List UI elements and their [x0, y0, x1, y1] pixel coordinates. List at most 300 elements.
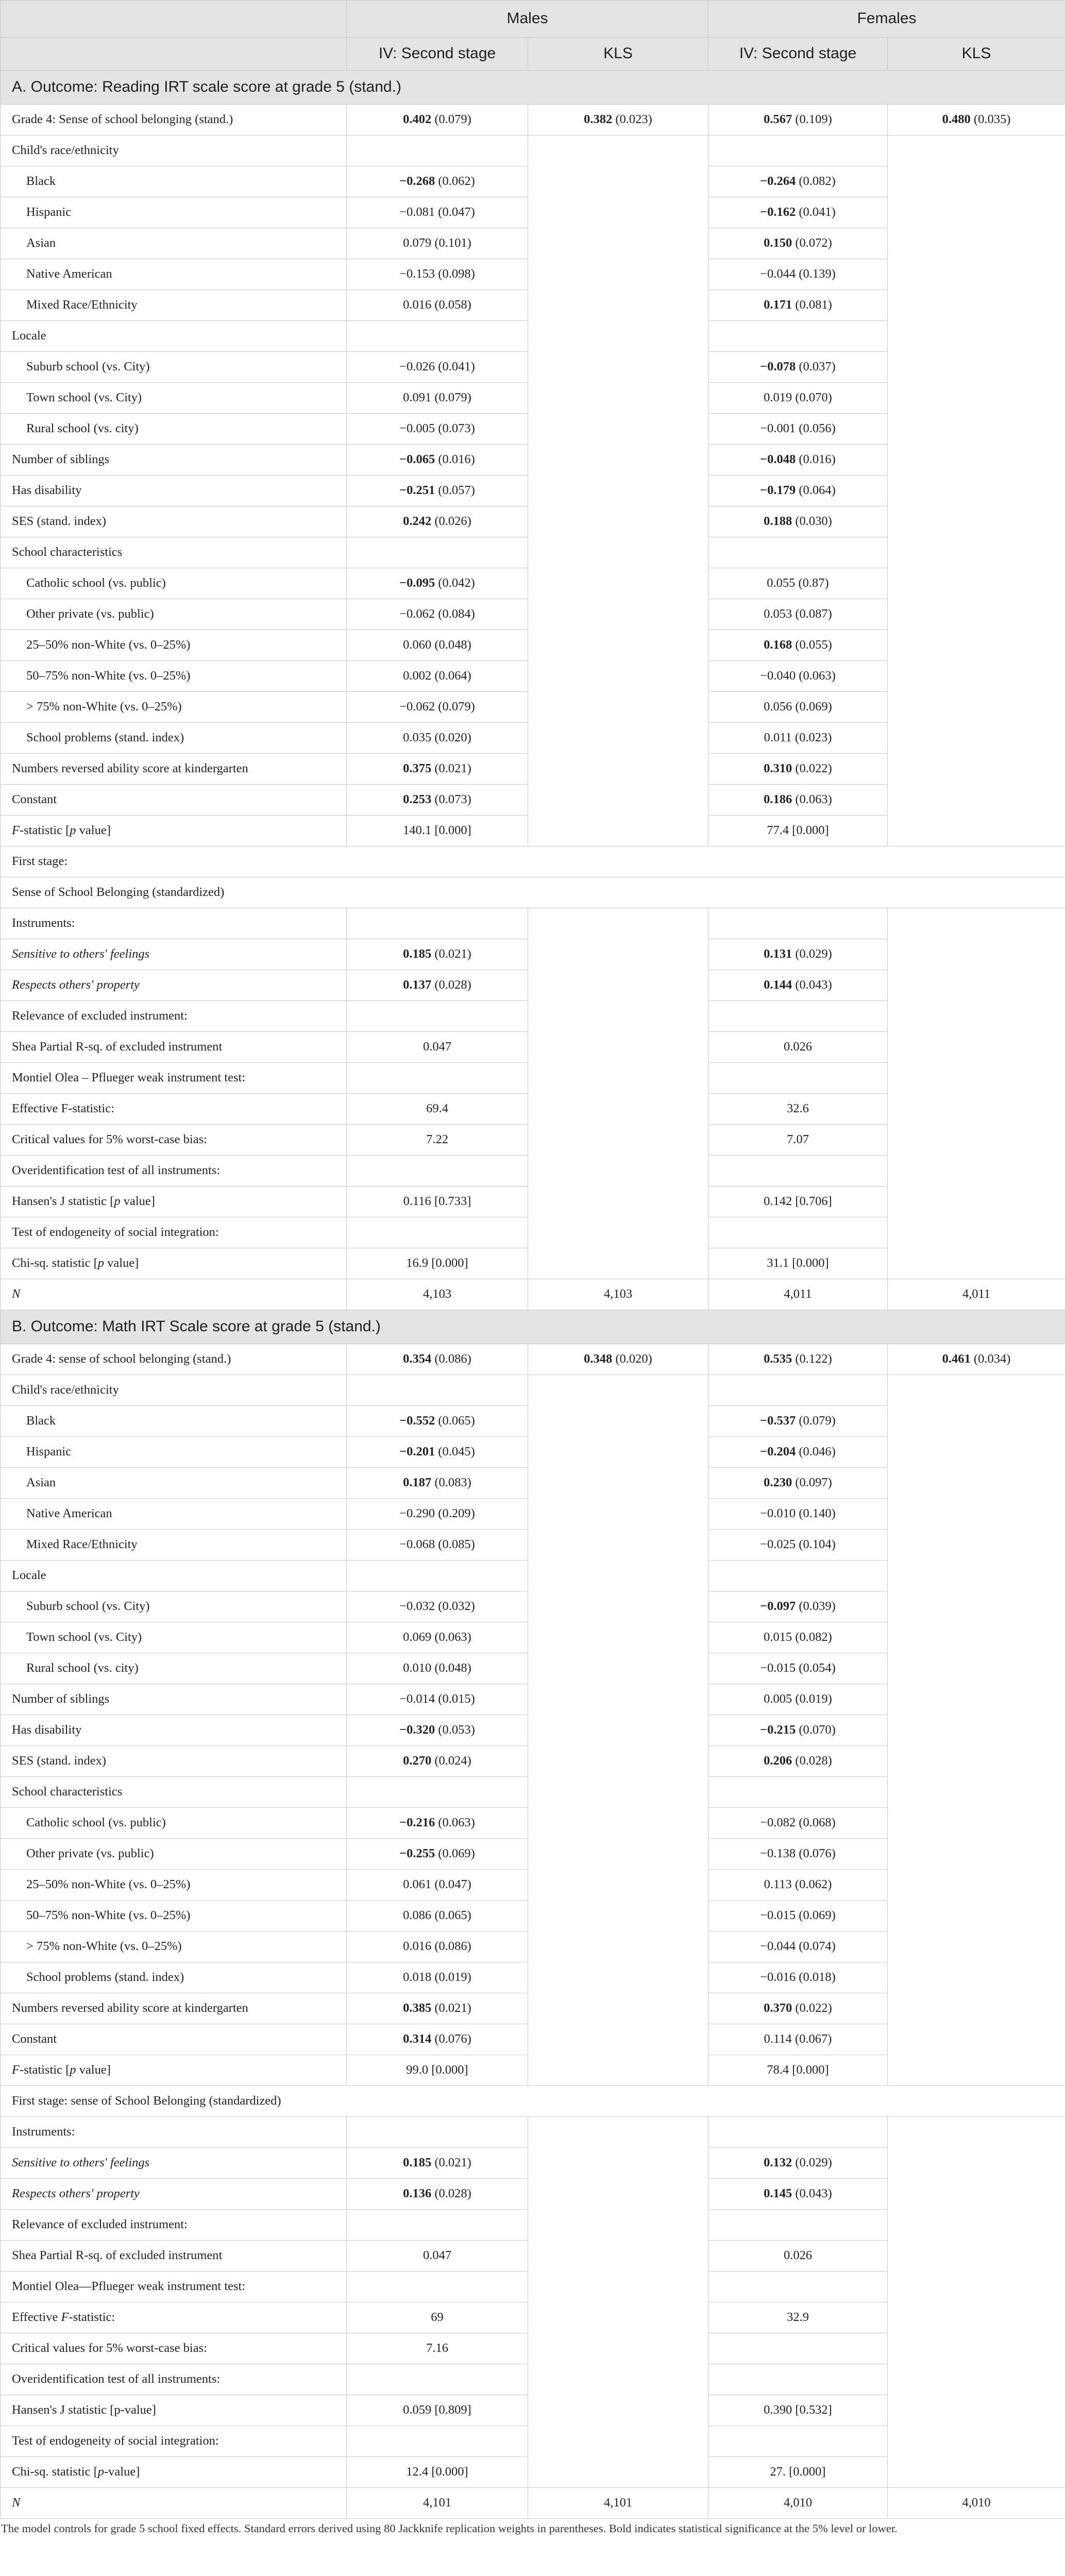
males-iv-cell-estimate: 0.137 — [403, 978, 432, 992]
row-label-text: Number of siblings — [12, 1692, 110, 1706]
males-iv-cell-value: 12.4 [0.000] — [406, 2465, 468, 2479]
females-iv-cell-se: (0.072) — [792, 236, 832, 250]
females-iv-cell-se: (0.082) — [796, 174, 836, 189]
table-row — [1, 105, 1065, 135]
row-label — [1, 2488, 347, 2519]
males-iv-cell — [347, 1715, 528, 1746]
row-label — [1, 754, 347, 785]
females-iv-cell-estimate: 0.144 — [764, 978, 792, 992]
males-iv-cell — [347, 321, 528, 352]
row-label — [1, 2272, 347, 2302]
females-iv-cell-value: −0.015 (0.054) — [760, 1661, 836, 1675]
row-label — [1, 2210, 347, 2241]
males-iv-cell — [347, 2117, 528, 2148]
males-iv-cell — [347, 816, 528, 846]
row-label — [1, 1499, 347, 1530]
row-label-text: Instruments: — [12, 2125, 75, 2139]
males-kls-cell — [528, 1279, 708, 1310]
males-iv-cell — [347, 228, 528, 259]
row-label — [1, 1653, 347, 1684]
row-label-text: School characteristics — [12, 545, 123, 560]
males-kls-cell — [528, 352, 708, 383]
row-label-text: 25–50% non-White (vs. 0–25%) — [26, 1877, 191, 1892]
row-label-text: Mixed Race/Ethnicity — [26, 1537, 138, 1552]
males-iv-cell — [347, 599, 528, 630]
table-row — [1, 135, 1065, 166]
row-label-tail: value] — [76, 823, 111, 838]
table-row — [1, 445, 1065, 476]
males-iv-cell — [347, 1962, 528, 1993]
row-label-text: Town school (vs. City) — [26, 391, 142, 405]
row-label — [1, 630, 347, 661]
females-kls-cell — [888, 1561, 1065, 1591]
row-label — [1, 568, 347, 599]
males-iv-cell-value: −0.005 (0.073) — [399, 421, 475, 436]
males-iv-cell — [347, 908, 528, 939]
header-males: Males — [347, 1, 708, 38]
females-kls-cell — [888, 1993, 1065, 2024]
row-label-text: Instruments: — [12, 916, 75, 930]
males-iv-cell — [347, 2488, 528, 2519]
females-iv-cell — [708, 816, 888, 846]
males-iv-cell — [347, 630, 528, 661]
females-kls-cell — [888, 197, 1065, 228]
females-iv-cell-estimate: 0.132 — [764, 2156, 792, 2170]
row-label — [1, 506, 347, 537]
females-iv-cell-value: 0.056 (0.069) — [764, 700, 832, 714]
females-iv-cell-value: −0.010 (0.140) — [760, 1506, 836, 1521]
females-kls-cell — [888, 2179, 1065, 2210]
females-iv-cell-value: 0.113 (0.062) — [764, 1877, 832, 1892]
males-kls-cell — [528, 414, 708, 445]
males-kls-cell-se: (0.020) — [612, 1352, 652, 1366]
females-iv-cell-estimate: −0.204 — [760, 1445, 796, 1459]
females-iv-cell-estimate: 0.188 — [764, 514, 792, 529]
row-label-text: Hispanic — [26, 1445, 72, 1459]
males-iv-cell-value: 69.4 — [426, 1101, 448, 1116]
row-label-text: Critical values for 5% worst-case bias: — [12, 1132, 207, 1147]
row-label — [1, 723, 347, 754]
panel-title-row — [1, 71, 1065, 105]
females-iv-cell — [708, 1248, 888, 1279]
females-iv-cell-se: (0.046) — [796, 1445, 836, 1459]
females-iv-cell — [708, 1839, 888, 1870]
females-kls-cell — [888, 1808, 1065, 1839]
males-iv-cell — [347, 2364, 528, 2395]
females-iv-cell — [708, 1344, 888, 1375]
females-iv-cell-estimate: 0.370 — [764, 2001, 792, 2015]
males-iv-cell-se: (0.063) — [435, 1816, 475, 1830]
females-iv-cell — [708, 2210, 888, 2241]
males-iv-cell-value: 0.010 (0.048) — [403, 1661, 471, 1675]
females-iv-cell-value: 0.019 (0.070) — [764, 391, 832, 405]
row-label — [1, 1063, 347, 1094]
males-iv-cell-se: (0.028) — [431, 2187, 471, 2201]
row-label-text: Respects others' property — [12, 978, 140, 992]
females-iv-cell-se: (0.029) — [792, 2156, 832, 2170]
males-kls-cell — [528, 816, 708, 846]
females-iv-cell-estimate: 0.171 — [764, 298, 792, 312]
females-iv-cell — [708, 1962, 888, 1993]
table-row — [1, 506, 1065, 537]
females-iv-cell-se: (0.028) — [792, 1754, 832, 1768]
males-iv-cell-value: 0.116 [0.733] — [403, 1194, 471, 1209]
males-iv-cell-value: 69 — [431, 2310, 444, 2325]
row-label-text: Sense of School Belonging (standardized) — [12, 885, 225, 900]
females-iv-cell-se: (0.043) — [792, 978, 832, 992]
males-iv-cell-value: −0.062 (0.079) — [399, 700, 475, 714]
males-iv-cell — [347, 2457, 528, 2488]
row-label-text: Native American — [26, 267, 112, 281]
header-females-iv: IV: Second stage — [708, 38, 888, 71]
row-label — [1, 1684, 347, 1715]
row-label-text: Has disability — [12, 1723, 82, 1737]
females-iv-cell-se: (0.041) — [796, 205, 836, 219]
row-label-text: Test of endogeneity of social integration: — [12, 2434, 219, 2448]
males-iv-cell — [347, 105, 528, 135]
females-iv-cell — [708, 197, 888, 228]
females-iv-cell — [708, 2488, 888, 2519]
table-row — [1, 2426, 1065, 2457]
females-iv-cell — [708, 166, 888, 197]
females-iv-cell — [708, 2395, 888, 2426]
females-kls-cell — [888, 1530, 1065, 1561]
females-kls-cell — [888, 1248, 1065, 1279]
row-label — [1, 2457, 347, 2488]
table-row — [1, 877, 1065, 908]
row-label-text: School characteristics — [12, 1785, 123, 1799]
table-row — [1, 754, 1065, 785]
table-row — [1, 1156, 1065, 1187]
females-kls-cell — [888, 1962, 1065, 1993]
males-kls-cell — [528, 1962, 708, 1993]
table-row — [1, 2395, 1065, 2426]
females-iv-cell-value: 32.9 — [787, 2310, 809, 2325]
males-kls-cell — [528, 723, 708, 754]
males-iv-cell-value: −0.062 (0.084) — [399, 607, 475, 621]
row-label-text: Hansen's J statistic [p-value] — [12, 2403, 156, 2417]
females-iv-cell — [708, 2241, 888, 2272]
table-row — [1, 630, 1065, 661]
header-blank — [1, 38, 347, 71]
row-label — [1, 1839, 347, 1870]
females-kls-cell — [888, 2364, 1065, 2395]
males-iv-cell-estimate: 0.185 — [403, 2156, 432, 2170]
row-label-tail: value] — [104, 1256, 139, 1270]
males-kls-cell — [528, 1684, 708, 1715]
males-iv-cell-estimate: 0.385 — [403, 2001, 432, 2015]
table-row — [1, 1715, 1065, 1746]
row-label — [1, 1375, 347, 1406]
header-row-columns — [1, 38, 1065, 71]
table-row — [1, 2179, 1065, 2210]
males-kls-cell — [528, 1156, 708, 1187]
males-kls-cell — [528, 321, 708, 352]
females-kls-cell — [888, 2055, 1065, 2086]
row-label-text: Numbers reversed ability score at kindergarten — [12, 761, 248, 776]
row-label-em: F — [12, 823, 20, 838]
females-kls-cell — [888, 2272, 1065, 2302]
females-iv-cell-estimate: −0.097 — [760, 1599, 796, 1614]
row-label — [1, 1437, 347, 1468]
females-iv-cell-value: 0.390 [0.532] — [764, 2403, 832, 2417]
females-kls-cell — [888, 908, 1065, 939]
males-kls-cell — [528, 445, 708, 476]
females-iv-cell — [708, 1279, 888, 1310]
males-iv-cell — [347, 537, 528, 568]
females-kls-cell-estimate: 0.480 — [942, 112, 971, 127]
males-iv-cell-se: (0.057) — [435, 483, 475, 498]
males-iv-cell — [347, 506, 528, 537]
males-iv-cell — [347, 1839, 528, 1870]
females-kls-cell — [888, 816, 1065, 846]
males-kls-cell — [528, 197, 708, 228]
header-females-kls: KLS — [888, 38, 1065, 71]
males-kls-cell — [528, 2457, 708, 2488]
males-iv-cell — [347, 1217, 528, 1248]
row-label — [1, 166, 347, 197]
row-label — [1, 877, 1065, 908]
males-kls-cell — [528, 2117, 708, 2148]
table-row — [1, 1063, 1065, 1094]
row-label-text: Suburb school (vs. City) — [26, 1599, 150, 1614]
row-label-text: Grade 4: sense of school belonging (stand.) — [12, 1352, 231, 1366]
males-iv-cell-value: 0.047 — [422, 2248, 452, 2263]
males-iv-cell — [347, 1993, 528, 2024]
females-kls-cell — [888, 383, 1065, 414]
females-iv-cell-se: (0.055) — [792, 638, 832, 652]
females-iv-cell-value: 0.114 (0.067) — [764, 2032, 832, 2046]
row-label — [1, 352, 347, 383]
females-iv-cell — [708, 105, 888, 135]
males-iv-cell — [347, 383, 528, 414]
females-iv-cell — [708, 2024, 888, 2055]
males-iv-cell — [347, 1279, 528, 1310]
females-iv-cell-estimate: 0.168 — [764, 638, 792, 652]
males-kls-cell — [528, 1931, 708, 1962]
row-label-em: p — [97, 2465, 104, 2479]
table-row — [1, 1344, 1065, 1375]
males-kls-cell — [528, 2148, 708, 2179]
females-kls-cell — [888, 1931, 1065, 1962]
males-iv-cell-estimate: −0.320 — [399, 1723, 435, 1737]
females-iv-cell — [708, 537, 888, 568]
row-label-text: Child's race/ethnicity — [12, 1383, 119, 1397]
females-kls-cell — [888, 166, 1065, 197]
males-iv-cell — [347, 414, 528, 445]
row-label — [1, 939, 347, 970]
row-label — [1, 2333, 347, 2364]
table-row — [1, 321, 1065, 352]
females-iv-cell — [708, 1931, 888, 1962]
row-label — [1, 135, 347, 166]
table-row — [1, 1839, 1065, 1870]
row-label — [1, 661, 347, 692]
males-iv-cell — [347, 1901, 528, 1931]
males-kls-cell — [528, 290, 708, 321]
females-kls-cell — [888, 1125, 1065, 1156]
row-label-text: Hispanic — [26, 205, 72, 219]
row-label-em: F — [12, 2063, 20, 2077]
males-iv-cell-estimate: −0.065 — [399, 452, 435, 467]
males-kls-cell-value: 4,101 — [603, 2496, 633, 2510]
males-iv-cell — [347, 785, 528, 816]
males-kls-cell — [528, 2272, 708, 2302]
panel-title-row — [1, 1310, 1065, 1344]
row-label — [1, 228, 347, 259]
table-row — [1, 1746, 1065, 1777]
females-iv-cell — [708, 1870, 888, 1901]
table-row — [1, 2272, 1065, 2302]
males-iv-cell — [347, 2241, 528, 2272]
females-kls-cell-se: (0.035) — [970, 112, 1011, 127]
row-label — [1, 970, 347, 1001]
males-kls-cell — [528, 2488, 708, 2519]
females-iv-cell — [708, 2457, 888, 2488]
table-row — [1, 537, 1065, 568]
males-iv-cell-estimate: 0.402 — [403, 112, 432, 127]
males-iv-cell-se: (0.026) — [431, 514, 471, 529]
females-iv-cell — [708, 2272, 888, 2302]
females-iv-cell-value: 0.026 — [783, 2248, 813, 2263]
table-row — [1, 568, 1065, 599]
row-label-text: Montiel Olea – Pflueger weak instrument test: — [12, 1071, 246, 1085]
females-iv-cell — [708, 135, 888, 166]
males-kls-cell — [528, 2179, 708, 2210]
row-label — [1, 1931, 347, 1962]
males-iv-cell — [347, 661, 528, 692]
females-kls-cell — [888, 2395, 1065, 2426]
females-kls-cell — [888, 2024, 1065, 2055]
males-kls-cell — [528, 1901, 708, 1931]
females-iv-cell-se: (0.064) — [796, 483, 836, 498]
females-kls-cell — [888, 2241, 1065, 2272]
females-kls-cell — [888, 105, 1065, 135]
row-label-text: > 75% non-White (vs. 0–25%) — [26, 700, 182, 714]
table-row — [1, 414, 1065, 445]
row-label — [1, 1001, 347, 1032]
males-kls-cell-se: (0.023) — [612, 112, 652, 127]
table-row — [1, 290, 1065, 321]
females-kls-cell-estimate: 0.461 — [942, 1352, 971, 1366]
row-label — [1, 2148, 347, 2179]
males-kls-cell — [528, 1715, 708, 1746]
males-iv-cell-value: 0.069 (0.063) — [403, 1630, 471, 1645]
males-iv-cell-value: 16.9 [0.000] — [406, 1256, 468, 1270]
row-label-text: Relevance of excluded instrument: — [12, 1009, 188, 1023]
females-iv-cell — [708, 1808, 888, 1839]
males-kls-cell — [528, 1499, 708, 1530]
row-label — [1, 1156, 347, 1187]
row-label — [1, 383, 347, 414]
males-iv-cell — [347, 445, 528, 476]
females-iv-cell-value: −0.001 (0.056) — [760, 421, 836, 436]
row-label — [1, 1622, 347, 1653]
females-iv-cell-estimate: −0.264 — [760, 174, 796, 189]
males-iv-cell — [347, 1746, 528, 1777]
males-kls-cell — [528, 1870, 708, 1901]
males-kls-cell — [528, 1248, 708, 1279]
row-label-text: SES (stand. index) — [12, 514, 107, 529]
row-label — [1, 2055, 347, 2086]
row-label-text: Town school (vs. City) — [26, 1630, 142, 1645]
row-label — [1, 785, 347, 816]
females-iv-cell — [708, 2148, 888, 2179]
row-label-text: 25–50% non-White (vs. 0–25%) — [26, 638, 191, 652]
females-iv-cell-value: −0.015 (0.069) — [760, 1908, 836, 1923]
males-kls-cell — [528, 1001, 708, 1032]
females-kls-cell — [888, 414, 1065, 445]
row-label — [1, 445, 347, 476]
males-kls-cell — [528, 259, 708, 290]
males-iv-cell — [347, 754, 528, 785]
table-row — [1, 1217, 1065, 1248]
table-row — [1, 1777, 1065, 1808]
females-iv-cell — [708, 1993, 888, 2024]
males-kls-cell — [528, 785, 708, 816]
table-row — [1, 1962, 1065, 1993]
table-row — [1, 1437, 1065, 1468]
row-label-text: Locale — [12, 1568, 46, 1583]
table-row — [1, 1993, 1065, 2024]
row-label-text: Montiel Olea—Pflueger weak instrument test: — [12, 2279, 246, 2294]
females-iv-cell — [708, 2055, 888, 2086]
females-iv-cell — [708, 1499, 888, 1530]
table-row — [1, 2457, 1065, 2488]
females-iv-cell-estimate: 0.567 — [764, 112, 792, 127]
row-label — [1, 537, 347, 568]
males-iv-cell-value: 0.002 (0.064) — [403, 669, 471, 683]
row-label-text: > 75% non-White (vs. 0–25%) — [26, 1939, 182, 1954]
row-label — [1, 1777, 347, 1808]
females-kls-cell — [888, 476, 1065, 506]
row-label — [1, 846, 1065, 877]
table-row — [1, 2364, 1065, 2395]
males-iv-cell — [347, 2210, 528, 2241]
row-label-tail: -value] — [104, 2465, 140, 2479]
females-kls-cell — [888, 599, 1065, 630]
females-iv-cell — [708, 1375, 888, 1406]
males-iv-cell-estimate: −0.268 — [399, 174, 435, 189]
table-row — [1, 197, 1065, 228]
males-iv-cell — [347, 1499, 528, 1530]
row-label-text: Respects others' property — [12, 2187, 140, 2201]
row-label-text: Asian — [26, 236, 56, 250]
table-row — [1, 2148, 1065, 2179]
males-kls-cell — [528, 1746, 708, 1777]
females-iv-cell-se: (0.022) — [792, 2001, 832, 2015]
females-iv-cell — [708, 1032, 888, 1063]
females-iv-cell — [708, 2302, 888, 2333]
females-iv-cell — [708, 599, 888, 630]
table-row — [1, 2210, 1065, 2241]
females-iv-cell-se: (0.037) — [796, 360, 836, 374]
females-iv-cell — [708, 754, 888, 785]
females-kls-cell — [888, 1032, 1065, 1063]
females-iv-cell — [708, 1561, 888, 1591]
males-iv-cell — [347, 1468, 528, 1499]
row-label — [1, 1993, 347, 2024]
males-iv-cell-value: 0.091 (0.079) — [403, 391, 471, 405]
females-iv-cell — [708, 321, 888, 352]
row-label — [1, 1032, 347, 1063]
females-iv-cell-value: −0.025 (0.104) — [760, 1537, 836, 1552]
males-iv-cell — [347, 2272, 528, 2302]
males-iv-cell-se: (0.073) — [431, 792, 471, 807]
males-iv-cell — [347, 1001, 528, 1032]
males-kls-cell — [528, 1653, 708, 1684]
females-kls-cell — [888, 754, 1065, 785]
